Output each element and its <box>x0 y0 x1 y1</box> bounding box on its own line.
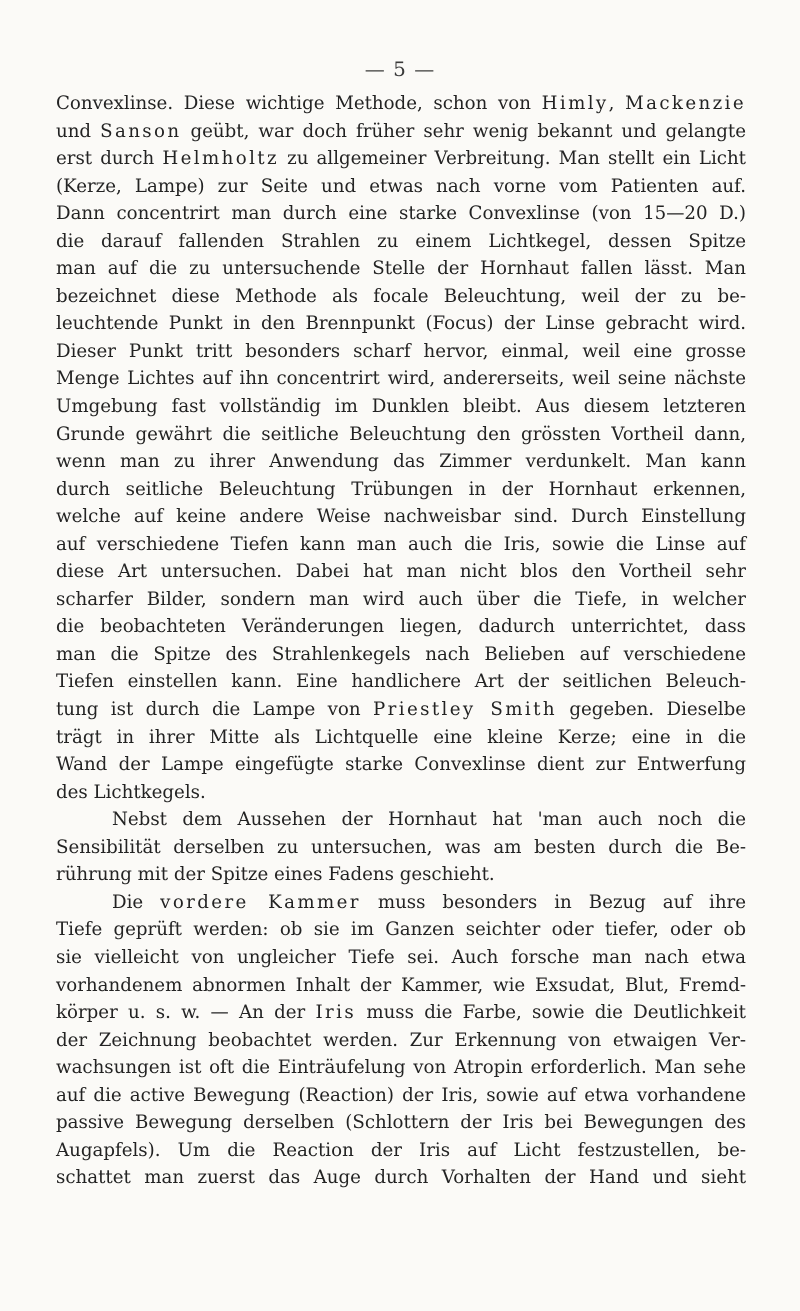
text-segment: Grunde gewährt die seitliche Beleuchtung den grössten Vortheil dann, <box>56 423 746 445</box>
text-segment: auf die active Bewegung (Reaction) der Iris, sowie auf etwa vorhandene <box>56 1084 746 1106</box>
text-line <box>56 118 746 146</box>
spaced-emphasis-text: Himly <box>541 93 609 114</box>
text-segment: Tiefe geprüft werden: ob sie im Ganzen seichter oder tiefer, oder ob <box>56 919 746 941</box>
text-segment: Wand der Lampe eingefügte starke Convexlinse dient zur Entwerfung <box>56 754 746 776</box>
text-segment: scharfer Bilder, sondern man wird auch über die Tiefe, in welcher <box>56 588 746 610</box>
text-segment: erst durch <box>56 148 163 170</box>
text-segment: leuchtende Punkt in den Brennpunkt (Focus) der Linse gebracht wird. <box>56 313 746 335</box>
text-segment: durch seitliche Beleuchtung Trübungen in der Hornhaut erkennen, <box>56 478 746 500</box>
text-segment: geübt, war doch früher sehr wenig bekannt und gelangte <box>181 120 746 142</box>
text-segment: Convexlinse. Diese wichtige Methode, schon von <box>56 93 542 114</box>
text-segment: muss die Farbe, sowie die Deutlichkeit <box>356 1002 746 1024</box>
text-line <box>56 668 746 696</box>
spaced-emphasis-text: Helmholtz <box>162 148 279 170</box>
text-line <box>56 531 746 559</box>
text-line <box>56 283 746 311</box>
text-line <box>56 476 746 504</box>
text-segment: schattet man zuerst das Auge durch Vorhalten der Hand und sieht <box>56 1167 746 1189</box>
text-segment: des Lichtkegels. <box>56 781 206 803</box>
text-line <box>56 90 746 118</box>
text-line <box>56 696 746 724</box>
text-segment: und <box>56 120 101 142</box>
text-segment: (Kerze, Lampe) zur Seite und etwas nach vorne vom Patienten auf. <box>56 175 746 197</box>
text-segment: Augapfels). Um die Reaction der Iris auf Licht festzustellen, be- <box>56 1139 746 1161</box>
text-segment: Dann concentrirt man durch eine starke Convexlinse (von 15—20 D.) <box>56 203 746 225</box>
text-line <box>56 365 746 393</box>
text-segment: vorhandenem abnormen Inhalt der Kammer, wie Exsudat, Blut, Fremd- <box>56 974 746 996</box>
text-line <box>56 861 746 889</box>
text-line <box>56 641 746 669</box>
text-segment: bezeichnet diese Methode als focale Beleuchtung, weil der zu be- <box>56 285 746 307</box>
text-segment: sie vielleicht von ungleicher Tiefe sei. Auch forsche man nach etwa <box>56 946 746 968</box>
text-segment: wachsungen ist oft die Einträufelung von Atropin erforderlich. Man sehe <box>56 1057 746 1079</box>
spaced-emphasis-text: vordere Kammer <box>160 891 361 913</box>
spaced-emphasis-text: Sanson <box>100 120 182 142</box>
text-line <box>56 421 746 449</box>
text-line <box>56 338 746 366</box>
text-line <box>56 916 746 944</box>
text-line <box>56 779 746 807</box>
text-line <box>56 889 746 917</box>
text-line <box>56 972 746 1000</box>
text-line <box>56 145 746 173</box>
text-line <box>56 1082 746 1110</box>
text-segment: Sensibilität derselben zu untersuchen, was am besten durch die Be- <box>56 836 746 858</box>
text-line <box>56 200 746 228</box>
text-segment: passive Bewegung derselben (Schlottern der Iris bei Bewegungen des <box>56 1112 746 1134</box>
text-line <box>56 806 746 834</box>
text-segment: trägt in ihrer Mitte als Lichtquelle eine kleine Kerze; eine in die <box>56 726 746 748</box>
page-body-text <box>56 90 746 1192</box>
spaced-emphasis-text: Priestley Smith <box>373 699 557 721</box>
text-line <box>56 173 746 201</box>
text-segment: Umgebung fast vollständig im Dunklen bleibt. Aus diesem letzteren <box>56 396 746 418</box>
text-line <box>56 503 746 531</box>
text-segment: Menge Lichtes auf ihn concentrirt wird, andererseits, weil seine nächste <box>56 368 746 390</box>
text-line <box>56 944 746 972</box>
text-segment: der Zeichnung beobachtet werden. Zur Erkennung von etwaigen Ver- <box>56 1029 746 1051</box>
text-line <box>56 751 746 779</box>
text-line <box>56 1164 746 1192</box>
text-line <box>56 1109 746 1137</box>
text-segment: die darauf fallenden Strahlen zu einem Lichtkegel, dessen Spitze <box>56 230 746 252</box>
text-segment: gegeben. Dieselbe <box>556 699 746 721</box>
paragraph <box>56 90 746 806</box>
text-segment: tung ist durch die Lampe von <box>56 699 373 721</box>
text-line <box>56 558 746 586</box>
text-line <box>56 613 746 641</box>
text-line <box>56 724 746 752</box>
text-line <box>56 228 746 256</box>
text-line <box>56 834 746 862</box>
text-line <box>56 393 746 421</box>
text-line <box>56 448 746 476</box>
text-line <box>56 999 746 1027</box>
text-line <box>56 586 746 614</box>
text-segment: diese Art untersuchen. Dabei hat man nicht blos den Vortheil sehr <box>56 561 746 583</box>
text-line <box>56 255 746 283</box>
text-segment: man auf die zu untersuchende Stelle der Hornhaut fallen lässt. Man <box>56 258 746 280</box>
text-segment: welche auf keine andere Weise nachweisbar sind. Durch Einstellung <box>56 506 746 528</box>
text-segment: Die <box>112 891 161 913</box>
paragraph <box>56 889 746 1192</box>
text-segment: muss besonders in Bezug auf ihre <box>360 891 747 913</box>
text-segment: zu allgemeiner Verbreitung. Man stellt ein Licht <box>278 148 746 170</box>
text-segment: Dieser Punkt tritt besonders scharf hervor, einmal, weil eine grosse <box>56 340 746 362</box>
paragraph <box>56 806 746 889</box>
text-segment: Tiefen einstellen kann. Eine handlichere Art der seitlichen Beleuch- <box>56 671 746 693</box>
text-segment: körper u. s. w. — An der <box>56 1002 316 1024</box>
spaced-emphasis-text: Mackenzie <box>625 93 746 114</box>
text-line <box>56 1137 746 1165</box>
text-segment: wenn man zu ihrer Anwendung das Zimmer verdunkelt. Man kann <box>56 451 746 473</box>
text-line <box>56 1027 746 1055</box>
text-segment: rührung mit der Spitze eines Fadens geschieht. <box>56 864 495 886</box>
text-segment: Nebst dem Aussehen der Hornhaut hat 'man auch noch die <box>112 809 746 831</box>
text-line <box>56 310 746 338</box>
text-segment: auf verschiedene Tiefen kann man auch die Iris, sowie die Linse auf <box>56 533 746 555</box>
text-segment: , <box>608 93 626 114</box>
page-number: — 5 — <box>364 57 436 81</box>
text-line <box>56 1054 746 1082</box>
text-segment: die beobachteten Veränderungen liegen, dadurch unterrichtet, dass <box>56 616 746 638</box>
spaced-emphasis-text: Iris <box>315 1002 357 1024</box>
text-segment: man die Spitze des Strahlenkegels nach Belieben auf verschiedene <box>56 643 746 665</box>
